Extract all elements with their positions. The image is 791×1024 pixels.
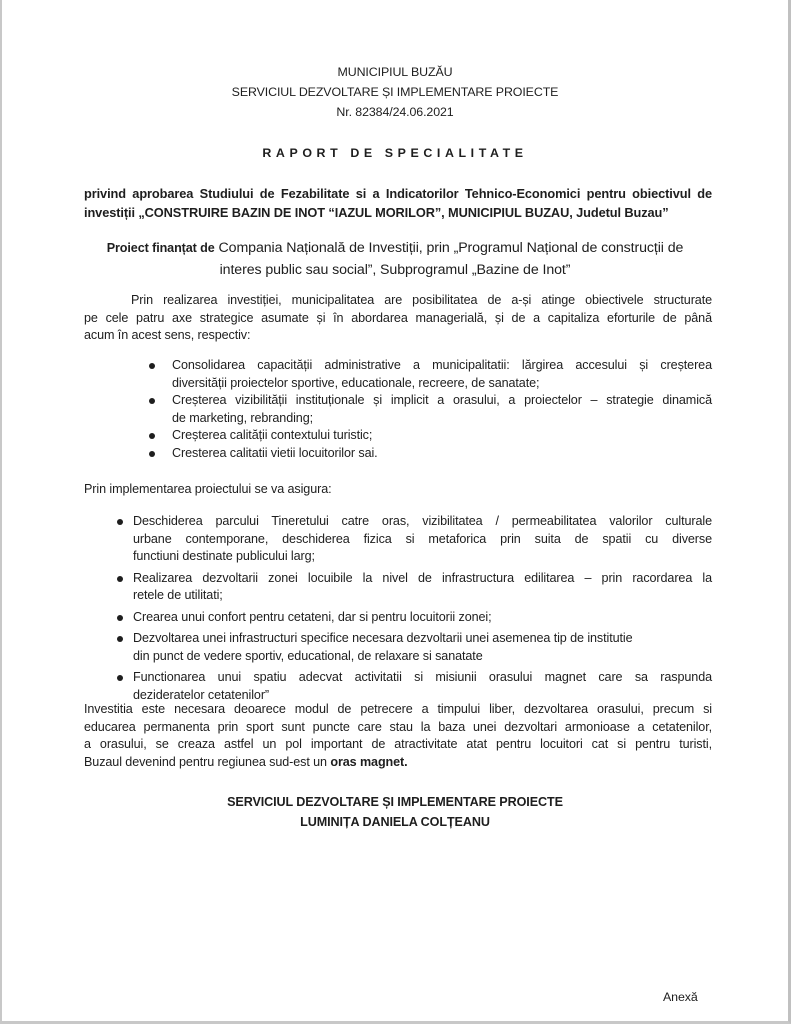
intro-line-1: Prin realizarea investiției, municipalitatea are posibilitatea de a-și atinge obiectivele structurate bbox=[131, 293, 712, 307]
bullet-text: dezideratelor cetatenilor” bbox=[133, 687, 270, 702]
list-item bbox=[172, 357, 712, 392]
intro-paragraph bbox=[84, 292, 712, 345]
institution-name: MUNICIPIUL BUZĂU bbox=[337, 65, 453, 79]
bullet-text: Creșterea vizibilității instituționale și implicit a orasului, a proiectelor – strategie dinamică bbox=[172, 393, 712, 407]
list-item bbox=[172, 392, 712, 427]
annex-label: Anexă bbox=[663, 990, 698, 1004]
closing-line-3: a orasului, se creaza astfel un pol important de atractivitate atat pentru locuitori cat si pentru turisti, bbox=[84, 737, 712, 751]
bullet-text: Deschiderea parcului Tineretului catre oras, vizibilitatea / permeabilitatea valorilor culturale bbox=[133, 514, 712, 528]
closing-line-2: educarea permanenta prin sport sunt puncte care stau la baza unei dezvoltari armonioase a cetatenilor, bbox=[84, 719, 712, 734]
department-name: SERVICIUL DEZVOLTARE ȘI IMPLEMENTARE PROIECTE bbox=[231, 85, 559, 99]
bullet-text: Cresterea calitatii vietii locuitorilor sai. bbox=[172, 445, 378, 460]
strategic-objectives-list bbox=[172, 357, 712, 462]
bullet-icon bbox=[149, 398, 155, 404]
list-item bbox=[133, 669, 712, 704]
list-item bbox=[133, 513, 712, 566]
bullet-icon bbox=[117, 675, 123, 681]
intro-line-3: acum în acest sens, respectiv: bbox=[84, 328, 251, 342]
list-item bbox=[133, 630, 712, 665]
bullet-icon bbox=[149, 451, 155, 457]
intro-line-2: pe cele patru axe strategice asumate și în abordarea managerială, și de a capitaliza eforturile de până bbox=[84, 310, 712, 325]
closing-text: Buzaul devenind pentru regiunea sud-est un bbox=[84, 754, 331, 769]
bullet-text: retele de utilitati; bbox=[133, 588, 223, 602]
bullet-text: Crearea unui confort pentru cetateni, dar si pentru locuitorii zonei; bbox=[133, 609, 492, 624]
bullet-text: Functionarea unui spatiu adecvat activitatii si misiunii orasului magnet care sa raspunda bbox=[133, 670, 712, 684]
report-subject bbox=[84, 184, 712, 222]
financing-lead: Proiect finanțat de bbox=[106, 241, 215, 255]
list-item bbox=[133, 570, 712, 605]
closing-line-1: Investitia este necesara deoarece modul de petrecere a timpului liber, dezvoltarea orasului, precum si bbox=[84, 702, 712, 716]
financing-text-1: Compania Națională de Investiții, prin „Programul Național de construcții de bbox=[214, 240, 684, 256]
bullet-text: Dezvoltarea unei infrastructuri specifice necesara dezvoltarii unei asemenea tip de institutie bbox=[133, 631, 633, 645]
implementation-benefits-list bbox=[133, 513, 712, 704]
bullet-icon bbox=[117, 636, 123, 642]
list-item bbox=[172, 427, 712, 445]
bullet-icon bbox=[149, 433, 155, 439]
subject-line-2: investiții „CONSTRUIRE BAZIN DE INOT “IAZUL MORILOR”, MUNICIPIUL BUZAU, Judetul Buzau” bbox=[84, 205, 669, 220]
bullet-icon bbox=[117, 576, 123, 582]
bullet-text: Creșterea calității contextului turistic; bbox=[172, 428, 373, 442]
implementation-intro: Prin implementarea proiectului se va asigura: bbox=[84, 482, 332, 496]
bullet-text: din punct de vedere sportiv, educational, de relaxare si sanatate bbox=[133, 648, 483, 663]
bullet-icon bbox=[117, 615, 123, 621]
signature-department: SERVICIUL DEZVOLTARE ȘI IMPLEMENTARE PROIECTE bbox=[227, 795, 563, 809]
financing-statement bbox=[2, 237, 788, 281]
closing-line-4 bbox=[84, 754, 712, 772]
document-number: Nr. 82384/24.06.2021 bbox=[336, 105, 454, 119]
bullet-text: functiuni destinate publicului larg; bbox=[133, 549, 315, 563]
bullet-icon bbox=[117, 519, 123, 525]
list-item bbox=[172, 445, 712, 463]
bullet-text: diversității proiectelor sportive, educationale, recreere, de sanatate; bbox=[172, 375, 540, 390]
bullet-text: urbane contemporane, deschiderea fizica si metaforica prin suita de spatii cu diverse bbox=[133, 531, 712, 546]
bullet-icon bbox=[149, 363, 155, 369]
oras-magnet-emphasis: oras magnet. bbox=[330, 754, 408, 769]
bullet-text: Consolidarea capacității administrative a municipalitatii: lărgirea accesului și creșterea bbox=[172, 358, 712, 372]
subject-line-1: privind aprobarea Studiului de Fezabilitate si a Indicatorilor Tehnico-Economici pentru obiectivul de bbox=[84, 186, 712, 201]
report-title: RAPORT DE SPECIALITATE bbox=[262, 146, 528, 160]
bullet-text: de marketing, rebranding; bbox=[172, 410, 314, 425]
closing-paragraph bbox=[84, 701, 712, 771]
bullet-text: Realizarea dezvoltarii zonei locuibile la nivel de infrastructura edilitarea – prin racordarea la bbox=[133, 570, 712, 585]
signature-name: LUMINIȚA DANIELA COLȚEANU bbox=[300, 815, 490, 829]
financing-text-2: interes public sau social”, Subprogramul „Bazine de Inot” bbox=[219, 262, 571, 278]
list-item bbox=[133, 609, 712, 627]
